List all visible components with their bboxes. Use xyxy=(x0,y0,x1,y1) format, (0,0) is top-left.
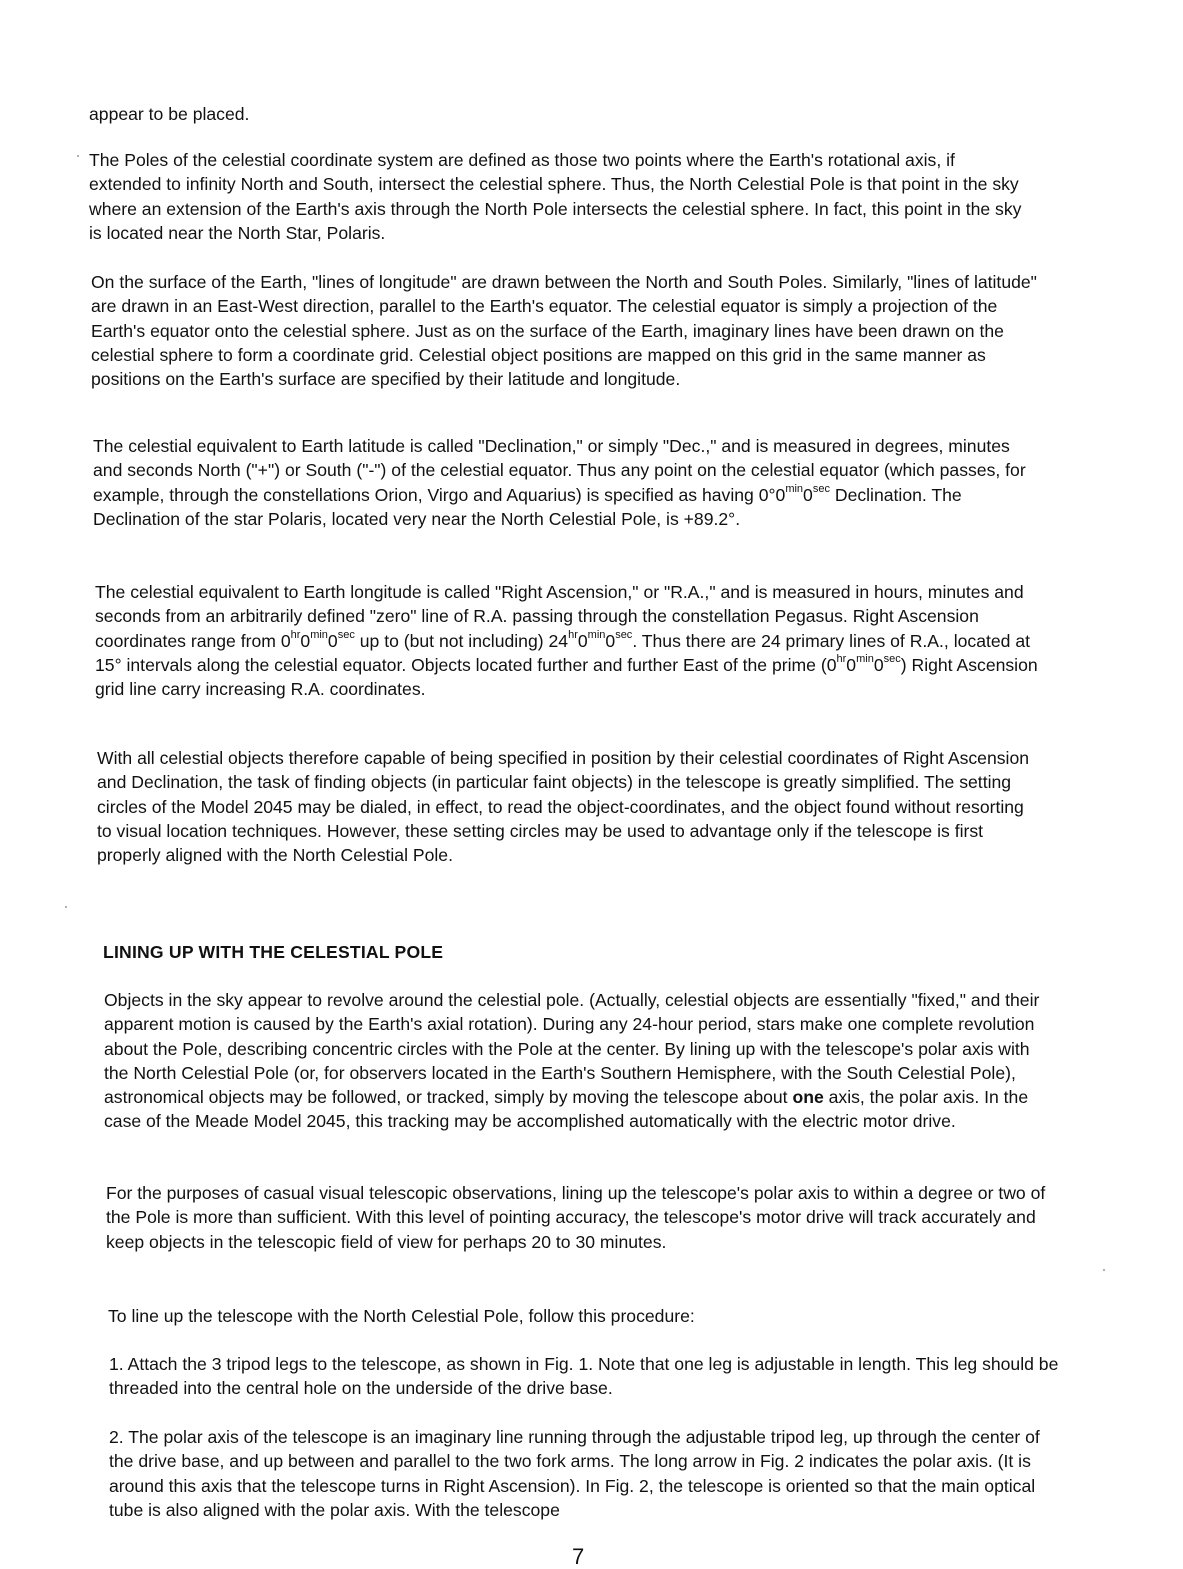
ra-end: ) Right Ascension grid line carry increasing R.A. coordinates. xyxy=(95,654,1038,700)
ra-prime-minute: 0 xyxy=(846,654,857,675)
declination-min-label: min xyxy=(785,482,804,495)
page-number: 7 xyxy=(572,1544,585,1569)
ra-second-label: sec xyxy=(883,653,901,666)
ra-hour-label: hr xyxy=(836,653,847,666)
ra-second-label: sec xyxy=(337,628,355,641)
paragraph-poles: The Poles of the celestial coordinate system are defined as those two points where the Earth's rotational axis, if extended to infinity North and South, intersect the celestial sphere. Thus, the North Celestial Pole is that point in the sky where an extension of the Earth's axis through the North Pole intersects the celestial sphere. In fact, this point in the sky is located near the North Star, Polaris. xyxy=(89,150,1022,243)
ra-start-minute: 0 xyxy=(300,630,311,651)
ra-minute-label: min xyxy=(587,628,606,641)
ra-mid-1: up to (but not including) xyxy=(354,630,549,651)
ra-hour-label: hr xyxy=(568,628,578,641)
step-1: 1. Attach the 3 tripod legs to the telescope, as shown in Fig. 1. Note that one leg is adjustable in length. This leg should be threaded into the central hole on the underside of the drive base. xyxy=(109,1354,1059,1399)
paragraph-right-ascension xyxy=(95,580,1045,701)
revolve-after-bold: axis, the polar axis. In the case of the Meade Model 2045, this tracking may be accomplished automatically with the electric motor drive. xyxy=(104,1087,1029,1132)
scan-speck xyxy=(65,906,67,908)
ra-prime-second: 0 xyxy=(873,654,884,675)
declination-value-deg: 0°0 xyxy=(758,484,786,505)
ra-start-second: 0 xyxy=(327,630,338,651)
ra-prime-hour: 0 xyxy=(826,654,837,675)
section-heading: LINING UP WITH THE CELESTIAL POLE xyxy=(103,942,444,962)
scan-speck xyxy=(77,155,79,157)
paragraph-revolve xyxy=(104,988,1054,1134)
ra-mid-2: . Thus there are 24 primary lines of R.A., located at 15° intervals along the celestial equator. Objects located further and further East of the prime ( xyxy=(95,630,1030,675)
declination-sec-label: sec xyxy=(812,482,830,495)
declination-sec-number: 0 xyxy=(803,484,813,505)
ra-start-hour: 0 xyxy=(280,630,291,651)
ra-second-label: sec xyxy=(615,628,633,641)
declination-intro: The celestial equivalent to Earth latitude is called "Declination," or simply "Dec.," and is measured in degrees, minutes and seconds North ("+") or South ("-") of the celestial equator. Thus any point on the celestial equator (which passes, for example, through the constellations Orion, Virgo and Aquarius) is specified as having xyxy=(93,436,1026,505)
ra-minute-label: min xyxy=(310,628,328,641)
revolve-before-bold: Objects in the sky appear to revolve around the celestial pole. (Actually, celestial objects are essentially "fixed," and their apparent motion is caused by the Earth's axial rotation). During any 24-hour period, stars make one complete revolution about the Pole, describing concentric circles with the Pole at the center. By lining up with the telescope's polar axis with the North Celestial Pole (or, for observers located in the Earth's Southern Hemisphere, with the South Celestial Pole), astronomical objects may be followed, or tracked, simply by moving the telescope about xyxy=(104,990,1040,1108)
ra-intro: The celestial equivalent to Earth longitude is called "Right Ascension," or "R.A.," and is measured in hours, minutes and seconds from an arbitrarily defined "zero" line of R.A. passing through the constellation Pegasus. Right Ascension coordinates range from xyxy=(95,582,1024,651)
paragraph-setting-circles: With all celestial objects therefore capable of being specified in position by their celestial coordinates of Right Ascension and Declination, the task of finding objects (in particular faint objects) in the telescope is greatly simplified. The setting circles of the Model 2045 may be dialed, in effect, to read the object-coordinates, and the object found without resorting to visual location techniques. However, these setting circles may be used to advantage only if the telescope is first properly aligned with the North Celestial Pole. xyxy=(97,748,1030,866)
ra-minute-label: min xyxy=(856,653,874,666)
ra-end-hour: 24 xyxy=(548,630,569,651)
continuation-text: appear to be placed. xyxy=(89,104,250,124)
step-2: 2. The polar axis of the telescope is an imaginary line running through the adjustable tripod leg, up through the center of the drive base, and up between and parallel to the two fork arms. The long arrow in Fig. 2 indicates the polar axis. (It is around this axis that the telescope turns in Right Ascension). In Fig. 2, the telescope is oriented so that the main optical tube is also aligned with the polar axis. With the telescope xyxy=(109,1427,1040,1520)
ra-hour-label: hr xyxy=(290,628,301,641)
revolve-bold-word: one xyxy=(792,1087,824,1108)
scan-speck xyxy=(1103,1269,1105,1271)
ra-end-minute: 0 xyxy=(577,630,588,651)
paragraph-longitude: On the surface of the Earth, "lines of longitude" are drawn between the North and South Poles. Similarly, "lines of latitude" are drawn in an East-West direction, parallel to the Earth's equator. The celestial equator is simply a projection of the Earth's equator onto the celestial sphere. Just as on the surface of the Earth, imaginary lines have been drawn on the celestial sphere to form a coordinate grid. Celestial object positions are mapped on this grid in the same manner as positions on the Earth's surface are specified by their latitude and longitude. xyxy=(91,272,1037,390)
declination-middle: Declination. The Declination of the star Polaris, located very near the North Celestial Pole, is +89.2°. xyxy=(93,484,962,529)
paragraph-casual: For the purposes of casual visual telescopic observations, lining up the telescope's polar axis to within a degree or two of the Pole is more than sufficient. With this level of pointing accuracy, the telescope's motor drive will track accurately and keep objects in the telescopic field of view for perhaps 20 to 30 minutes. xyxy=(106,1183,1046,1252)
paragraph-declination xyxy=(93,434,1043,531)
ra-end-second: 0 xyxy=(605,630,616,651)
paragraph-procedure-intro: To line up the telescope with the North Celestial Pole, follow this procedure: xyxy=(108,1306,695,1326)
